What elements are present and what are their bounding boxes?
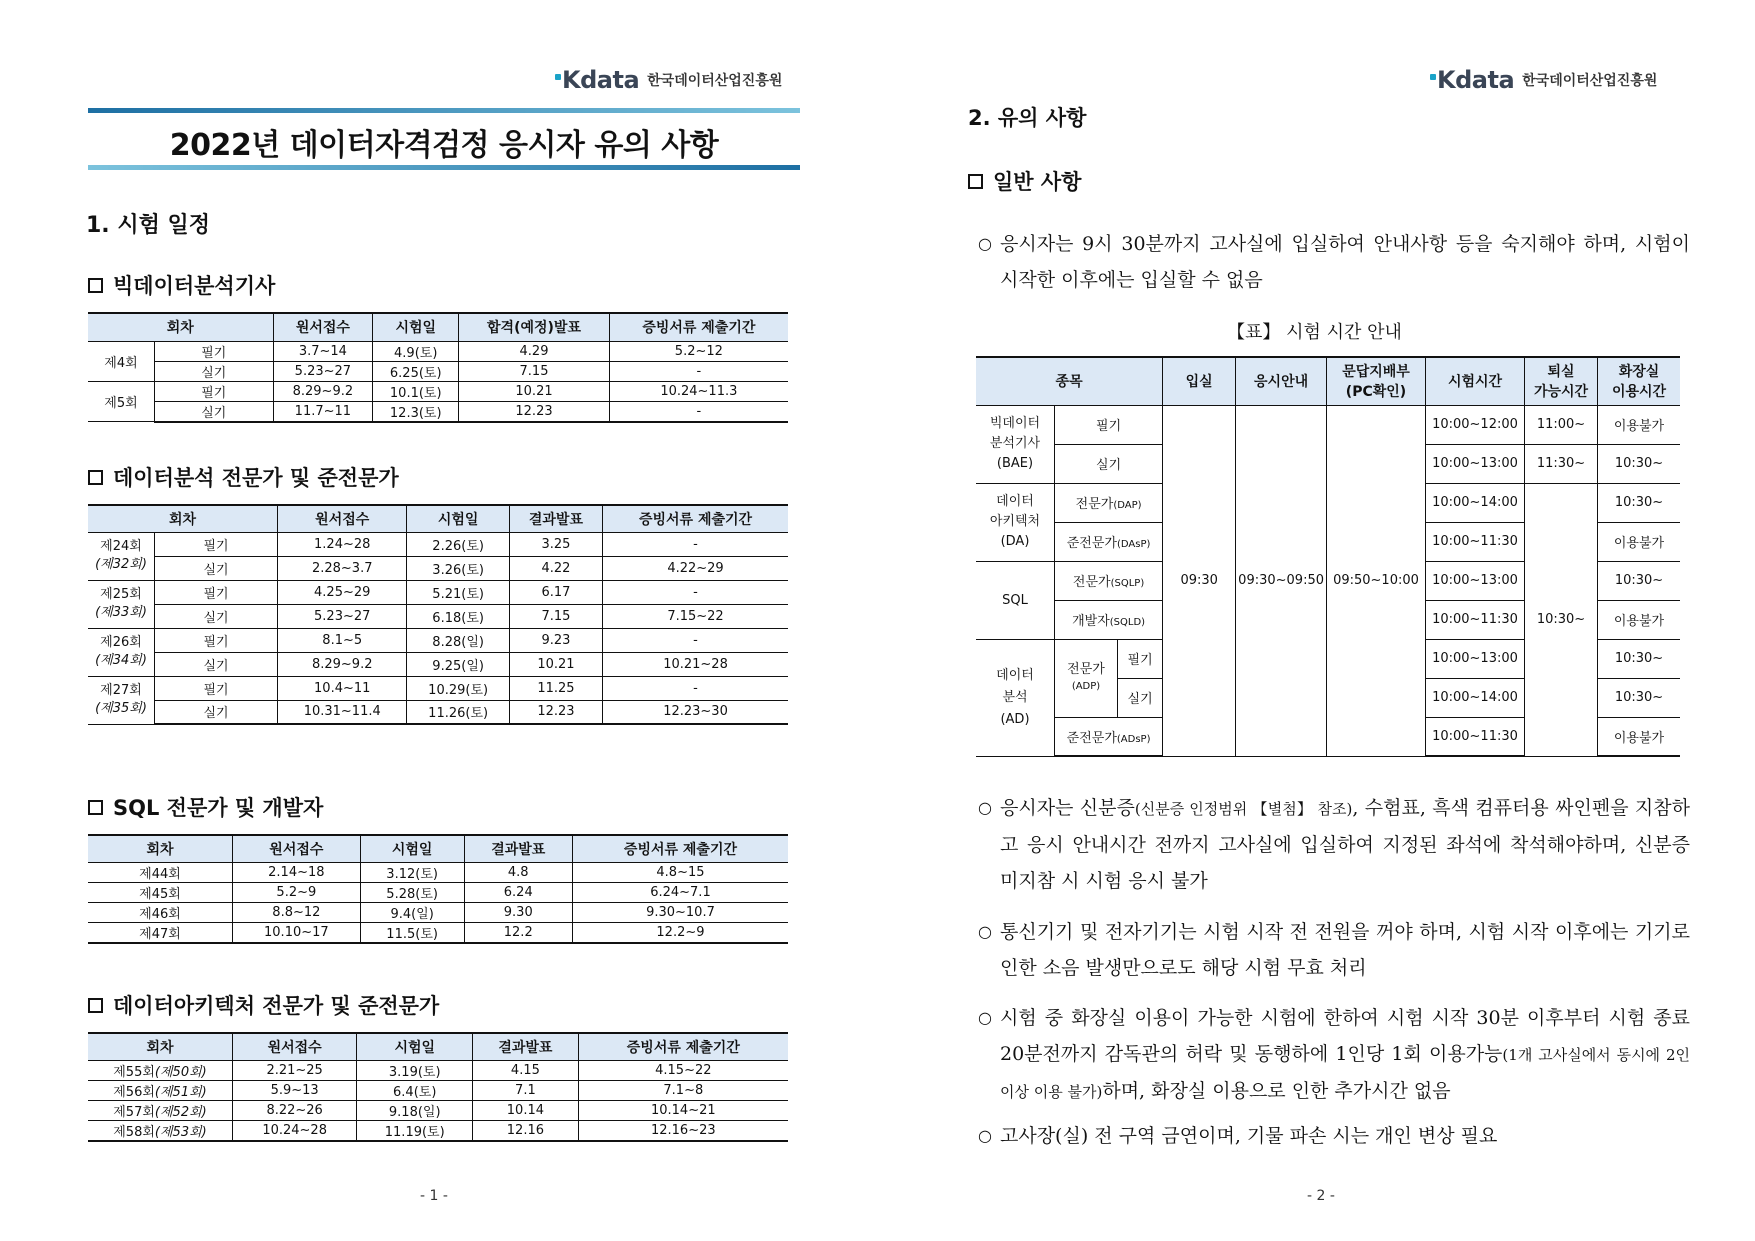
exam-time: 10:00~13:00 xyxy=(1426,444,1525,483)
round-cell xyxy=(88,676,155,724)
table-cell: 9.30~10.7 xyxy=(572,902,788,922)
table-cell: 10.31~11.4 xyxy=(278,700,407,724)
toilet-time: 10:30~ xyxy=(1598,444,1681,483)
table-cell: - xyxy=(603,628,788,652)
col-header: 회차 xyxy=(88,505,278,532)
type-cell: 실기 xyxy=(155,401,274,422)
document-title: 2022년 데이터자격검정 응시자 유의 사항 xyxy=(169,128,719,163)
table-cell: 11.26(토) xyxy=(407,700,509,724)
toilet-time: 이용불가 xyxy=(1598,405,1681,444)
table-cell: 7.15 xyxy=(459,361,609,381)
table-cell: 8.8~12 xyxy=(233,902,361,922)
round-cell: 제44회 xyxy=(88,862,233,882)
checkbox-square-icon xyxy=(88,800,103,815)
col-header: 시험시간 xyxy=(1426,357,1525,405)
col-header: 퇴실 가능시간 xyxy=(1525,357,1598,405)
table-cell: 5.2~9 xyxy=(233,882,361,902)
group-adp: 전문가 (ADP) xyxy=(1055,639,1118,717)
table-cell: 2.26(토) xyxy=(407,532,509,556)
table-row xyxy=(88,381,788,401)
group-ad: 데이터 분석 (AD) xyxy=(976,639,1055,756)
bullet-circle-icon: ○ xyxy=(978,234,992,253)
notice-text: 통신기기 및 전자기기는 시험 시작 전 전원을 꺼야 하며, 시험 시작 이후에는 기기로 인한 소음 발생만으로도 해당 시험 무효 처리 xyxy=(1000,921,1690,979)
notice-text: 응시자는 9시 30분까지 고사실에 입실하여 안내사항 등을 숙지해야 하며, 시험이 시작한 이후에는 입실할 수 없음 xyxy=(1000,233,1690,291)
row-name: 전문가(DAP) xyxy=(1055,483,1163,522)
round-cell xyxy=(88,1060,233,1080)
table-cell: 2.28~3.7 xyxy=(278,556,407,580)
table-cell: 8.29~9.2 xyxy=(278,652,407,676)
notice-devices xyxy=(978,914,1690,986)
row-name: 전문가(SQLP) xyxy=(1055,561,1163,600)
table-cell: 10.29(토) xyxy=(407,676,509,700)
logo-org-name: 한국데이터산업진흥원 xyxy=(1522,73,1658,89)
heading-bigdata: 빅데이터분석기사 xyxy=(88,270,275,300)
notice-text: 시험 중 화장실 이용이 가능한 시험에 한하여 시험 시작 30분 이후부터 시험 종료 20분전까지 감독관의 허락 및 동행하에 1인당 1회 이용가능(1개 고사실에서 동시에 2인 이상 이용 불가)하며, 화장실 이용으로 인한 추가시간 없음 xyxy=(1000,1007,1690,1102)
table-cell: - xyxy=(603,676,788,700)
table-row xyxy=(88,700,788,724)
exam-time: 10:00~13:00 xyxy=(1426,561,1525,600)
checkbox-square-icon xyxy=(968,174,983,189)
checkbox-square-icon xyxy=(88,278,103,293)
notice-id-card xyxy=(978,790,1690,899)
table-cell: 10.1(토) xyxy=(373,381,459,401)
table-row xyxy=(88,652,788,676)
row-name: 필기 xyxy=(1118,639,1163,678)
table-row xyxy=(88,580,788,604)
guide-time: 09:30~09:50 xyxy=(1236,405,1327,756)
table-row xyxy=(88,556,788,580)
table-row xyxy=(88,401,788,422)
notice-restroom xyxy=(978,1000,1690,1110)
round-sub-label: (제33회) xyxy=(95,605,147,620)
table-cell: 5.9~13 xyxy=(233,1080,357,1100)
type-cell: 실기 xyxy=(155,361,274,381)
notice-text: 고사장(실) 전 구역 금연이며, 기물 파손 시는 개인 변상 필요 xyxy=(1000,1125,1498,1147)
exam-time: 10:00~13:00 xyxy=(1426,639,1525,678)
table-row xyxy=(88,361,788,381)
table-cell: 11.25 xyxy=(509,676,602,700)
exam-time: 10:00~11:30 xyxy=(1426,522,1525,561)
table-cell: - xyxy=(609,401,788,422)
table-cell: 7.1 xyxy=(473,1080,578,1100)
round-sub-label: (제52회) xyxy=(154,1104,207,1120)
table-cell: 12.16~23 xyxy=(578,1120,788,1141)
group-da: 데이터 아키텍처 (DA) xyxy=(976,483,1055,561)
round-label: 제25회 xyxy=(100,587,142,602)
toilet-time: 10:30~ xyxy=(1598,678,1681,717)
col-header: 원서접수 xyxy=(233,835,361,862)
table-cell: 9.18(일) xyxy=(357,1100,473,1120)
col-header: 증빙서류 제출기간 xyxy=(578,1033,788,1060)
round-sub-label: (제51회) xyxy=(154,1084,207,1100)
table-cell: 8.29~9.2 xyxy=(273,381,373,401)
paper-time: 09:50~10:00 xyxy=(1327,405,1426,756)
logo-org-name: 한국데이터산업진흥원 xyxy=(647,73,783,89)
col-header: 시험일 xyxy=(373,313,459,341)
table-cell: 6.24~7.1 xyxy=(572,882,788,902)
round-cell xyxy=(88,1080,233,1100)
table-cell: 10.24~28 xyxy=(233,1120,357,1141)
toilet-time: 10:30~ xyxy=(1598,639,1681,678)
table-cell: 9.30 xyxy=(464,902,572,922)
table-cell: 4.29 xyxy=(459,341,609,361)
table-cell: 12.23 xyxy=(509,700,602,724)
round-cell: 제5회 xyxy=(88,381,155,422)
table-cell: 5.21(토) xyxy=(407,580,509,604)
round-cell: 제47회 xyxy=(88,922,233,943)
table-cell: 4.25~29 xyxy=(278,580,407,604)
table-cell: 7.15~22 xyxy=(603,604,788,628)
table-sql-schedule xyxy=(88,834,788,944)
round-cell xyxy=(88,532,155,580)
table-cell: 4.22~29 xyxy=(603,556,788,580)
checkbox-square-icon xyxy=(88,470,103,485)
col-header: 원서접수 xyxy=(233,1033,357,1060)
bullet-circle-icon: ○ xyxy=(978,1008,992,1027)
table-bigdata-schedule xyxy=(88,312,788,423)
leave-time-common: 10:30~ xyxy=(1525,483,1598,756)
table-cell: 10.21 xyxy=(459,381,609,401)
table-cell: 3.26(토) xyxy=(407,556,509,580)
round-sub-label: (제32회) xyxy=(95,557,147,572)
heading-general: 일반 사항 xyxy=(968,166,1081,196)
row-name: 실기 xyxy=(1055,444,1163,483)
bullet-circle-icon: ○ xyxy=(978,1126,992,1145)
table-cell: 4.8~15 xyxy=(572,862,788,882)
table-cell: 9.23 xyxy=(509,628,602,652)
col-header: 시험일 xyxy=(407,505,509,532)
table-cell: 4.15 xyxy=(473,1060,578,1080)
table-cell: 6.17 xyxy=(509,580,602,604)
type-cell: 실기 xyxy=(155,700,278,724)
round-label: 제57회 xyxy=(113,1104,155,1120)
col-header: 문답지배부 (PC확인) xyxy=(1327,357,1426,405)
table-row xyxy=(88,341,788,361)
type-cell: 필기 xyxy=(155,341,274,361)
section-precautions: 2. 유의 사항 xyxy=(968,106,1087,130)
row-name: 개발자(SQLD) xyxy=(1055,600,1163,639)
table-cell: 11.7~11 xyxy=(273,401,373,422)
round-sub-label: (제50회) xyxy=(154,1064,207,1080)
table-cell: 7.15 xyxy=(509,604,602,628)
round-label: 제26회 xyxy=(100,635,142,650)
page-1 xyxy=(0,0,877,1241)
round-label: 제24회 xyxy=(100,539,142,554)
heading-sql: SQL 전문가 및 개발자 xyxy=(88,792,323,822)
round-label: 제58회 xyxy=(113,1124,155,1140)
kdata-logo xyxy=(555,66,782,94)
table-cell: 7.1~8 xyxy=(578,1080,788,1100)
table-cell: 10.10~17 xyxy=(233,922,361,943)
bullet-circle-icon: ○ xyxy=(978,798,992,817)
table-adp-schedule xyxy=(88,504,788,725)
type-cell: 실기 xyxy=(155,556,278,580)
table-cell: 6.24 xyxy=(464,882,572,902)
col-header: 회차 xyxy=(88,313,273,341)
table-cell: - xyxy=(603,580,788,604)
table-cell: 12.23~30 xyxy=(603,700,788,724)
table-cell: 4.15~22 xyxy=(578,1060,788,1080)
table-cell: 4.8 xyxy=(464,862,572,882)
col-header: 원서접수 xyxy=(278,505,407,532)
round-sub-label: (제34회) xyxy=(95,653,147,668)
table-cell: 10.14~21 xyxy=(578,1100,788,1120)
round-cell xyxy=(88,628,155,676)
exam-time: 10:00~12:00 xyxy=(1426,405,1525,444)
table-cell: 5.2~12 xyxy=(609,341,788,361)
table-cell: 10.14 xyxy=(473,1100,578,1120)
table-cell: 8.22~26 xyxy=(233,1100,357,1120)
col-header: 종목 xyxy=(976,357,1163,405)
entry-time: 09:30 xyxy=(1163,405,1236,756)
kdata-logo xyxy=(1430,66,1657,94)
table-cell: 6.4(토) xyxy=(357,1080,473,1100)
table-cell: 12.2 xyxy=(464,922,572,943)
kdata-logo-mark: Kdata xyxy=(1430,66,1514,94)
col-header: 시험일 xyxy=(360,835,464,862)
table-row xyxy=(88,902,788,922)
toilet-time: 이용불가 xyxy=(1598,600,1681,639)
row-name: 실기 xyxy=(1118,678,1163,717)
exam-time: 10:00~11:30 xyxy=(1426,600,1525,639)
col-header: 원서접수 xyxy=(273,313,373,341)
table-cell: 3.19(토) xyxy=(357,1060,473,1080)
col-header: 결과발표 xyxy=(509,505,602,532)
type-cell: 필기 xyxy=(155,532,278,556)
table-row xyxy=(88,1100,788,1120)
table-cell: 3.25 xyxy=(509,532,602,556)
type-cell: 필기 xyxy=(155,381,274,401)
toilet-time: 10:30~ xyxy=(1598,561,1681,600)
table-row xyxy=(88,1060,788,1080)
table-cell: 10.21~28 xyxy=(603,652,788,676)
table-row xyxy=(88,604,788,628)
table-cell: 12.16 xyxy=(473,1120,578,1141)
notice-entry-time xyxy=(978,226,1690,298)
table-cell: 12.23 xyxy=(459,401,609,422)
table-cell: 5.28(토) xyxy=(360,882,464,902)
table-cell: 6.18(토) xyxy=(407,604,509,628)
col-header: 시험일 xyxy=(357,1033,473,1060)
bullet-circle-icon: ○ xyxy=(978,922,992,941)
table-cell: 8.1~5 xyxy=(278,628,407,652)
table-da-schedule xyxy=(88,1032,788,1142)
table-cell: 5.23~27 xyxy=(273,361,373,381)
table-cell: 8.28(일) xyxy=(407,628,509,652)
col-header: 결과발표 xyxy=(473,1033,578,1060)
col-header: 화장실 이용시간 xyxy=(1598,357,1681,405)
table-cell: 3.12(토) xyxy=(360,862,464,882)
notice-no-smoking xyxy=(978,1118,1690,1154)
col-header: 회차 xyxy=(88,835,233,862)
group-sql: SQL xyxy=(976,561,1055,639)
col-header: 회차 xyxy=(88,1033,233,1060)
checkbox-square-icon xyxy=(88,998,103,1013)
col-header: 입실 xyxy=(1163,357,1236,405)
table-exam-time xyxy=(976,356,1680,757)
type-cell: 실기 xyxy=(155,652,278,676)
leave-time: 11:00~ xyxy=(1525,405,1598,444)
table-cell: - xyxy=(603,532,788,556)
toilet-time: 10:30~ xyxy=(1598,483,1681,522)
table-cell: 2.21~25 xyxy=(233,1060,357,1080)
col-header: 증빙서류 제출기간 xyxy=(609,313,788,341)
exam-time: 10:00~14:00 xyxy=(1426,483,1525,522)
round-cell xyxy=(88,1100,233,1120)
row-name: 필기 xyxy=(1055,405,1163,444)
table-row xyxy=(88,628,788,652)
table-cell: - xyxy=(609,361,788,381)
table-cell: 4.22 xyxy=(509,556,602,580)
table-cell: 10.24~11.3 xyxy=(609,381,788,401)
notice-text: 응시자는 신분증(신분증 인정범위 【별첨】 참조), 수험표, 흑색 컴퓨터용 싸인펜을 지참하고 응시 안내시간 전까지 고사실에 입실하여 지정된 좌석에 착석해야하며, 신분증 미지참 시 시험 응시 불가 xyxy=(1000,797,1690,892)
row-name: 준전문가(ADsP) xyxy=(1055,717,1163,756)
document-title-box xyxy=(88,108,800,170)
table-cell: 9.25(일) xyxy=(407,652,509,676)
col-header: 증빙서류 제출기간 xyxy=(572,835,788,862)
table-cell: 12.2~9 xyxy=(572,922,788,943)
table-cell: 11.5(토) xyxy=(360,922,464,943)
round-label: 제55회 xyxy=(113,1064,155,1080)
table-row xyxy=(88,1120,788,1141)
table-cell: 2.14~18 xyxy=(233,862,361,882)
type-cell: 필기 xyxy=(155,628,278,652)
col-header: 응시안내 xyxy=(1236,357,1327,405)
table-cell: 6.25(토) xyxy=(373,361,459,381)
heading-data-architecture: 데이터아키텍처 전문가 및 준전문가 xyxy=(88,990,439,1020)
section-exam-schedule: 1. 시험 일정 xyxy=(86,213,210,238)
type-cell: 필기 xyxy=(155,676,278,700)
table-cell: 3.7~14 xyxy=(273,341,373,361)
table-cell: 10.4~11 xyxy=(278,676,407,700)
col-header: 증빙서류 제출기간 xyxy=(603,505,788,532)
round-label: 제27회 xyxy=(100,683,142,698)
col-header: 합격(예정)발표 xyxy=(459,313,609,341)
group-bae: 빅데이터 분석기사 (BAE) xyxy=(976,405,1055,483)
table-cell: 11.19(토) xyxy=(357,1120,473,1141)
type-cell: 실기 xyxy=(155,604,278,628)
table-row xyxy=(88,676,788,700)
table-cell: 1.24~28 xyxy=(278,532,407,556)
table-cell: 9.4(일) xyxy=(360,902,464,922)
exam-time: 10:00~14:00 xyxy=(1426,678,1525,717)
exam-time: 10:00~11:30 xyxy=(1426,717,1525,756)
page-number: - 1 - xyxy=(420,1188,448,1204)
round-cell: 제4회 xyxy=(88,341,155,381)
round-label: 제56회 xyxy=(113,1084,155,1100)
row-name: 준전문가(DAsP) xyxy=(1055,522,1163,561)
col-header: 결과발표 xyxy=(464,835,572,862)
table-cell: 5.23~27 xyxy=(278,604,407,628)
round-cell xyxy=(88,1120,233,1141)
heading-adp: 데이터분석 전문가 및 준전문가 xyxy=(88,462,399,492)
table-row xyxy=(88,882,788,902)
kdata-logo-mark: Kdata xyxy=(555,66,639,94)
table-row xyxy=(88,532,788,556)
round-cell: 제45회 xyxy=(88,882,233,902)
type-cell: 필기 xyxy=(155,580,278,604)
table-row xyxy=(88,1080,788,1100)
leave-time: 11:30~ xyxy=(1525,444,1598,483)
table-cell: 12.3(토) xyxy=(373,401,459,422)
round-sub-label: (제53회) xyxy=(154,1124,207,1140)
table-caption: 【표】 시험 시간 안내 xyxy=(1227,322,1402,343)
table-cell: 10.21 xyxy=(509,652,602,676)
round-cell: 제46회 xyxy=(88,902,233,922)
round-cell xyxy=(88,580,155,628)
toilet-time: 이용불가 xyxy=(1598,717,1681,756)
table-cell: 4.9(토) xyxy=(373,341,459,361)
table-row xyxy=(88,922,788,943)
table-row xyxy=(88,862,788,882)
round-sub-label: (제35회) xyxy=(95,701,147,716)
toilet-time: 이용불가 xyxy=(1598,522,1681,561)
page-number: - 2 - xyxy=(1307,1188,1335,1204)
